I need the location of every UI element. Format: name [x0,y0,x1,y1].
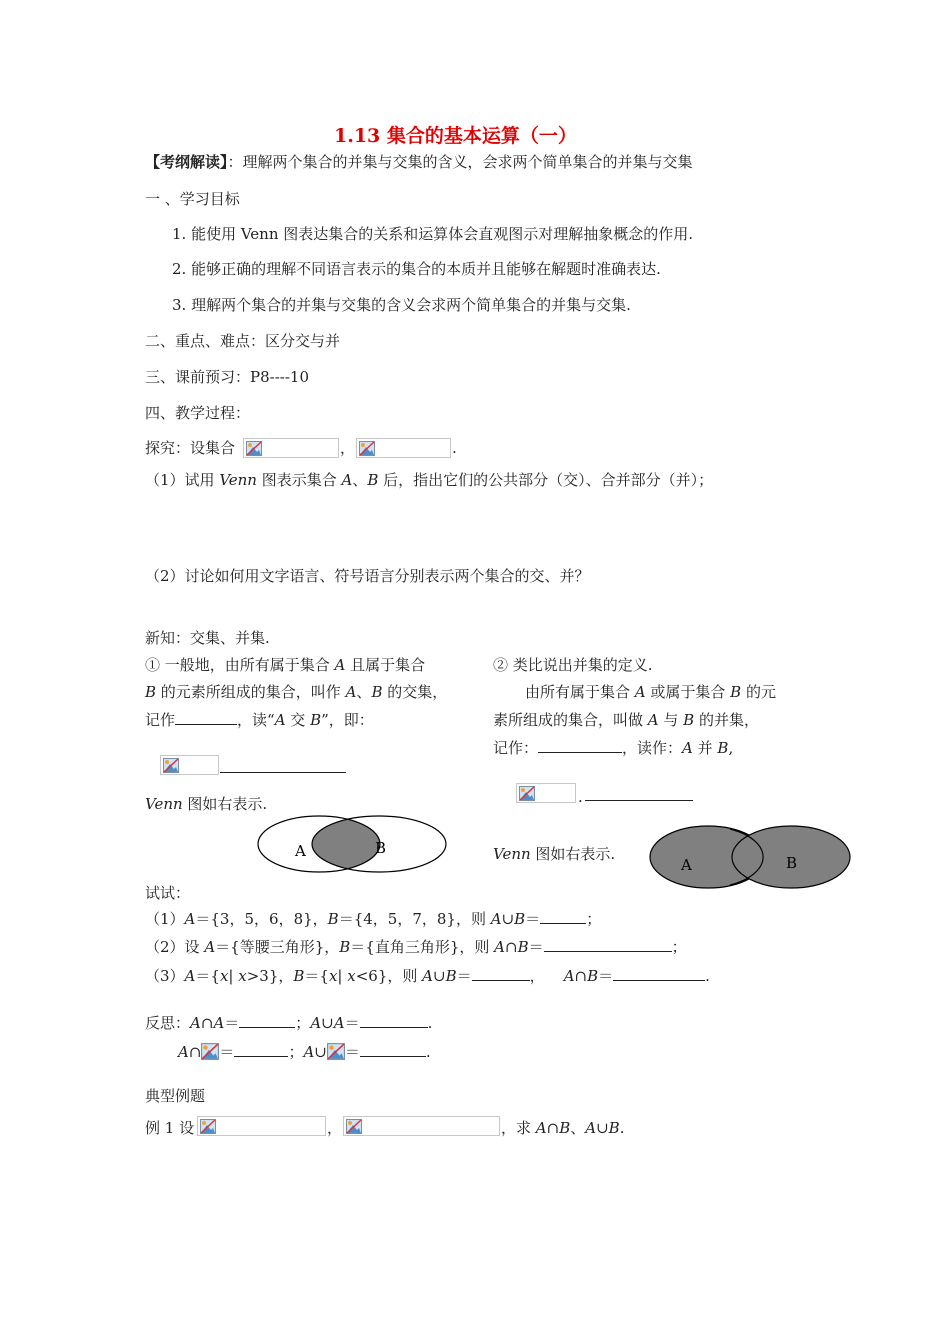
answer-blank[interactable] [239,1013,295,1028]
answer-blank[interactable] [544,937,672,952]
examples-heading: 典型例题 [145,1087,206,1105]
venn-label-a: A [681,856,692,874]
answer-blank[interactable] [360,1042,426,1057]
image-placeholder-icon [246,441,262,456]
reflect-line-1: 反思：A∩A＝ ；A∪A＝ . [145,1014,433,1032]
image-placeholder-icon [359,441,375,456]
image-placeholder-icon [519,786,535,801]
answer-blank[interactable] [472,966,530,981]
new-knowledge: 新知：交集、并集. [145,629,270,647]
image-placeholder-icon [201,1043,219,1060]
explore-period: . [452,439,457,457]
process: 四、教学过程： [145,404,251,422]
intersection-def-line: B 的元素所组成的集合，叫作 A、B 的交集， [145,683,448,701]
goal-item: 3. 理解两个集合的并集与交集的含义会求两个简单集合的并集与交集. [172,296,631,314]
answer-blank[interactable] [360,1013,428,1028]
answer-blank[interactable] [175,710,237,725]
syllabus-line [145,152,693,172]
image-placeholder-icon [200,1119,216,1134]
goal-item: 1. 能使用 Venn 图表达集合的关系和运算体会直观图示对理解抽象概念的作用. [172,225,694,243]
explore-prefix: 探究：设集合 [145,439,236,457]
goals-heading: 一 、学习目标 [145,190,240,208]
venn-caption: Venn 图如右表示. [145,795,268,813]
image-placeholder-icon [346,1119,362,1134]
formula-image [343,1116,500,1136]
try-item-3: （3）A＝{x| x>3}，B＝{x| x<6}，则 A∪B＝ ， A∩B＝ . [145,967,710,985]
formula-image [516,783,576,803]
intersection-def-line: ① 一般地，由所有属于集合 A 且属于集合 [145,656,426,674]
try-heading: 试试： [145,884,191,902]
syllabus-label: 【考纲解读】 [145,153,228,171]
union-def-line: 素所组成的集合，叫做 A 与 B 的并集， [493,711,759,729]
venn-label-a: A [295,842,306,860]
formula-image [160,755,219,775]
question-2: （2）讨论如何用文字语言、符号语言分别表示两个集合的交、并？ [145,567,590,585]
syllabus-text: ：理解两个集合的并集与交集的含义，会求两个简单集合的并集与交集 [227,153,693,171]
explore-comma: ， [340,439,356,457]
formula-image [243,438,339,458]
venn-label-b: B [786,854,798,872]
union-heading: ② 类比说出并集的定义. [493,656,653,674]
union-def-line: 记作： ，读作：A 并 B, [493,739,734,757]
image-placeholder-icon [163,758,179,773]
answer-blank[interactable] [540,909,586,924]
example-1-comma: ， [327,1119,343,1137]
intersection-def-line: 记作 ，读“A 交 B”，即： [145,711,374,729]
answer-blank[interactable] [613,966,705,981]
union-def-line: 由所有属于集合 A 或属于集合 B 的元 [525,683,776,701]
union-dot: . [578,788,583,806]
formula-image [197,1116,326,1136]
answer-blank[interactable] [234,1042,288,1057]
example-1-question: ，求 A∩B、A∪B. [501,1119,625,1137]
goal-item: 2. 能够正确的理解不同语言表示的集合的本质并且能够在解题时准确表达. [172,260,661,278]
image-placeholder-icon [327,1043,345,1060]
answer-blank[interactable] [585,786,693,801]
union-venn-diagram [648,824,854,890]
keypoints: 二、重点、难点：区分交与并 [145,332,341,350]
answer-blank[interactable] [220,758,346,773]
try-item-1: （1）A＝{3，5，6，8}，B＝{4，5，7，8}，则 A∪B＝ ； [145,910,602,928]
reflect-line-2: A∩ ＝ ；A∪ ＝ . [178,1043,431,1061]
page-title: 1.13 集合的基本运算（一） [334,125,577,147]
try-item-2: （2）设 A＝{等腰三角形}，B＝{直角三角形}，则 A∩B＝ ； [145,938,687,956]
venn-label-b: B [375,839,387,857]
formula-image [356,438,451,458]
intersection-venn-diagram [255,810,449,874]
preview: 三、课前预习：P8----10 [145,368,309,386]
question-1: （1）试用 Venn 图表示集合 A、B 后，指出它们的公共部分（交）、合并部分（并）； [145,471,714,489]
example-1-prefix: 例 1 设 [145,1119,195,1137]
venn-caption: Venn 图如右表示. [493,845,616,863]
answer-blank[interactable] [538,738,622,753]
